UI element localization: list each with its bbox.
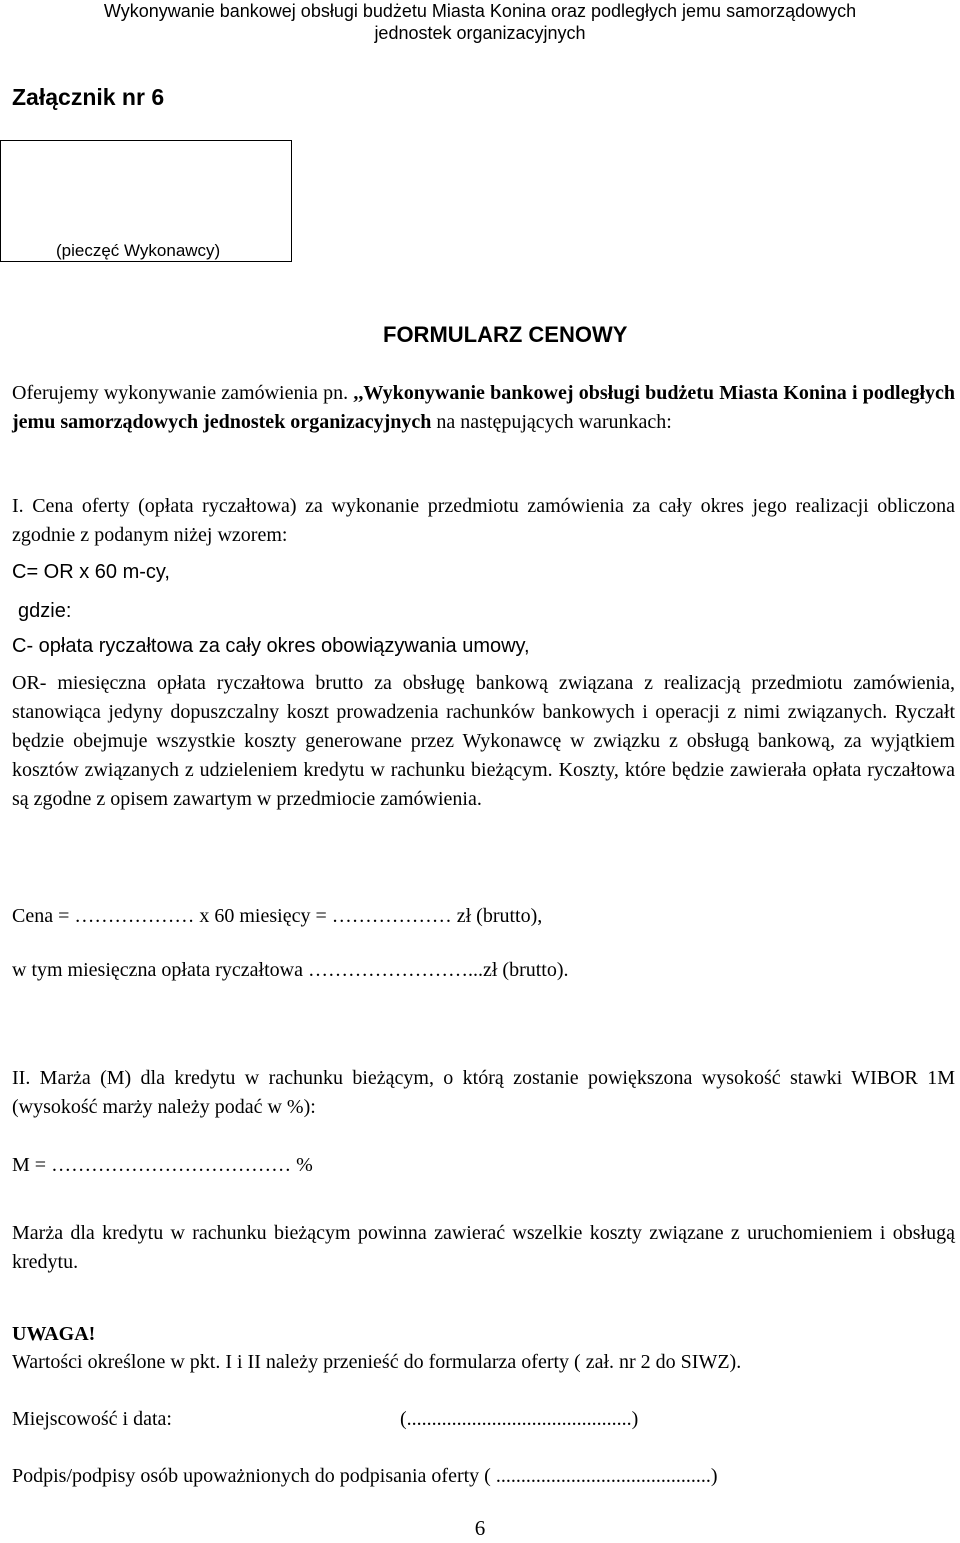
margin-note: Marża dla kredytu w rachunku bieżącym powinna zawierać wszelkie koszty związane z uruchomieniem i obsługą kredytu. [12,1222,955,1273]
place-date-value: (.............................................) [400,1408,639,1430]
warning-text: Wartości określone w pkt. I i II należy przenieść do formularza oferty ( zał. nr 2 do SIWZ). [12,1351,742,1373]
form-title: FORMULARZ CENOWY [383,322,628,347]
contract-title: ,,Wykonywanie bankowej obsługi budżetu Miasta Konina i podległych jemu samorządowych jednostek organizacyjnych [12,382,955,433]
place-date-label: Miejscowość i data: [12,1408,172,1430]
section-1-text: I. Cena oferty (opłata ryczałtowa) za wykonanie przedmiotu zamówienia za cały okres jego realizacji obliczona zgodnie z podanym niżej wzorem: [12,495,955,546]
or-definition: OR- miesięczna opłata ryczałtowa brutto za obsługę bankową związana z realizacją przedmiotu zamówienia, stanowiąca jedyny dopuszczalny koszt prowadzenia rachunków bankowych i operacji z nimi związanych. Ryczałt będzie obejmuje wszystkie koszty generowane przez Wykonawcę w związku z obsługą bankową, za wyjątkiem kosztów związanych z udzieleniem kredytu w rachunku bieżącym. Koszty, które będzie zawierała opłata ryczałtowa są zgodne z opisem zawartym w przedmiocie zamówienia. [12,672,955,810]
margin-line: M = ……………………………… % [12,1154,313,1176]
signature-line: Podpis/podpisy osób upoważnionych do podpisania oferty ( ...........................................) [12,1465,718,1487]
c-definition: C- opłata ryczałtowa za cały okres obowiązywania umowy, [12,635,530,657]
stamp-caption: (pieczęć Wykonawcy) [56,241,221,260]
contractor-stamp-box [0,140,292,262]
running-header-line-1: Wykonywanie bankowej obsługi budżetu Miasta Konina oraz podległych jemu samorządowych [103,1,857,21]
attachment-label: Załącznik nr 6 [12,84,165,110]
intro-lead: Oferujemy wykonywanie zamówienia pn. [12,382,354,404]
price-formula: C= OR x 60 m-cy, [12,561,170,583]
section-2-text: II. Marża (M) dla kredytu w rachunku bieżącym, o którą zostanie powiększona wysokość stawki WIBOR 1M (wysokość marży należy podać w %): [12,1067,955,1118]
page-number: 6 [474,1516,486,1540]
running-header-line-2: jednostek organizacyjnych [374,23,586,43]
intro-paragraph [12,379,955,437]
where-label: gdzie: [18,600,72,622]
price-line: Cena = ……………… x 60 miesięcy = ……………… zł (brutto), [12,905,543,927]
intro-tail: na następujących warunkach: [431,411,672,433]
monthly-fee-line: w tym miesięczna opłata ryczałtowa ……………………...zł (brutto). [12,959,569,981]
warning-heading: UWAGA! [12,1323,96,1345]
